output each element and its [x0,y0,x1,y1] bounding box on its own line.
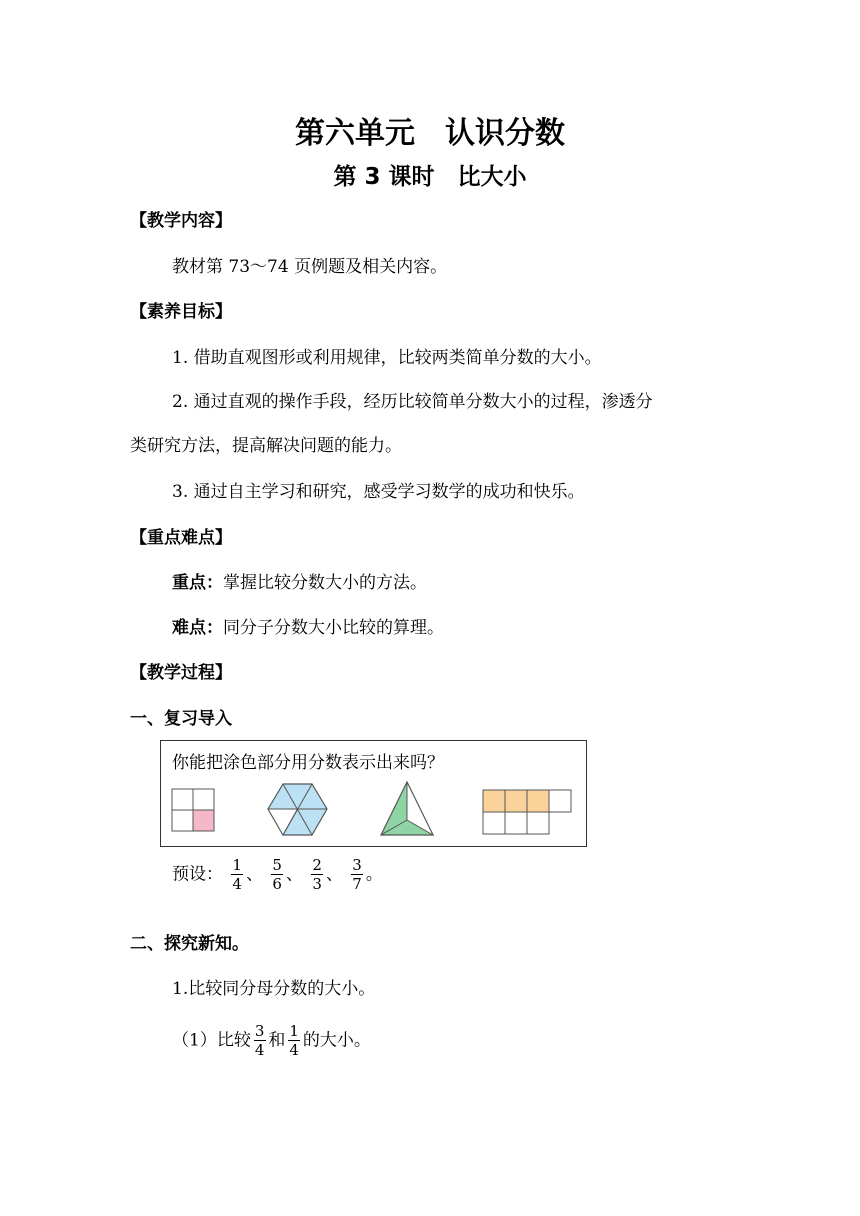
preset-label: 预设： [172,864,223,885]
difficult-point-label: 难点： [172,618,223,638]
key-point [172,568,427,593]
fraction-2-3: $\frac{2}{3}$ [312,856,322,893]
content-text: 教材第 73～74 页例题及相关内容。 [172,257,448,277]
difficult-point-text: 同分子分数大小比较的算理。 [223,618,444,638]
fraction-5-6: $\frac{5}{6}$ [272,856,282,893]
section-heading-goals: 【素养目标】 [130,302,232,322]
item-1: 1.比较同分母分数的大小。 [172,979,376,999]
shaded-quarter [193,810,214,831]
preset-answers: 预设： $\frac{1}{4}$ 、 $\frac{5}{6}$ 、 $\frac{2}{3}$ 、 $\frac{3}{7}$ 。 [172,856,383,893]
part-2-heading: 二、探究新知。 [130,934,249,954]
fraction-3-7: $\frac{3}{7}$ [352,856,362,893]
part-1-heading: 一、复习导入 [130,709,232,729]
key-point-text: 掌握比较分数大小的方法。 [223,573,427,593]
page-title: 第六单元 认识分数 [295,116,565,151]
goal-1: 1. 借助直观图形或利用规律，比较两类简单分数的大小。 [172,348,602,368]
fraction-3-4: $\frac{3}{4}$ [254,1022,265,1059]
goal-3: 3. 通过自主学习和研究，感受学习数学的成功和快乐。 [172,482,585,502]
section-heading-content: 【教学内容】 [130,211,232,231]
triangle-figure [381,782,433,835]
section-heading-key: 【重点难点】 [130,528,232,548]
review-question: 你能把涂色部分用分数表示出来吗？ [172,753,444,773]
square-quarter-figure [172,789,214,831]
bar-grid-shaded [483,790,549,812]
hexagon-figure [268,784,327,835]
key-point-label: 重点： [172,573,223,593]
difficult-point [172,613,444,638]
page-subtitle: 第 3 课时 比大小 [333,164,527,190]
fraction-1-4: $\frac{1}{4}$ [232,856,242,893]
fraction-1-4b: $\frac{1}{4}$ [289,1022,299,1059]
goal-2-line1: 2. 通过直观的操作手段，经历比较简单分数大小的过程，渗透分 [172,392,653,412]
goal-2-line2: 类研究方法，提高解决问题的能力。 [130,436,402,456]
bar-grid-figure [483,790,571,834]
item-1-1: （1）比较 $\frac{3}{4}$ 和 $\frac{1}{4}$ 的大小。 [172,1022,371,1059]
review-figures [160,740,587,847]
section-heading-process: 【教学过程】 [130,663,232,683]
